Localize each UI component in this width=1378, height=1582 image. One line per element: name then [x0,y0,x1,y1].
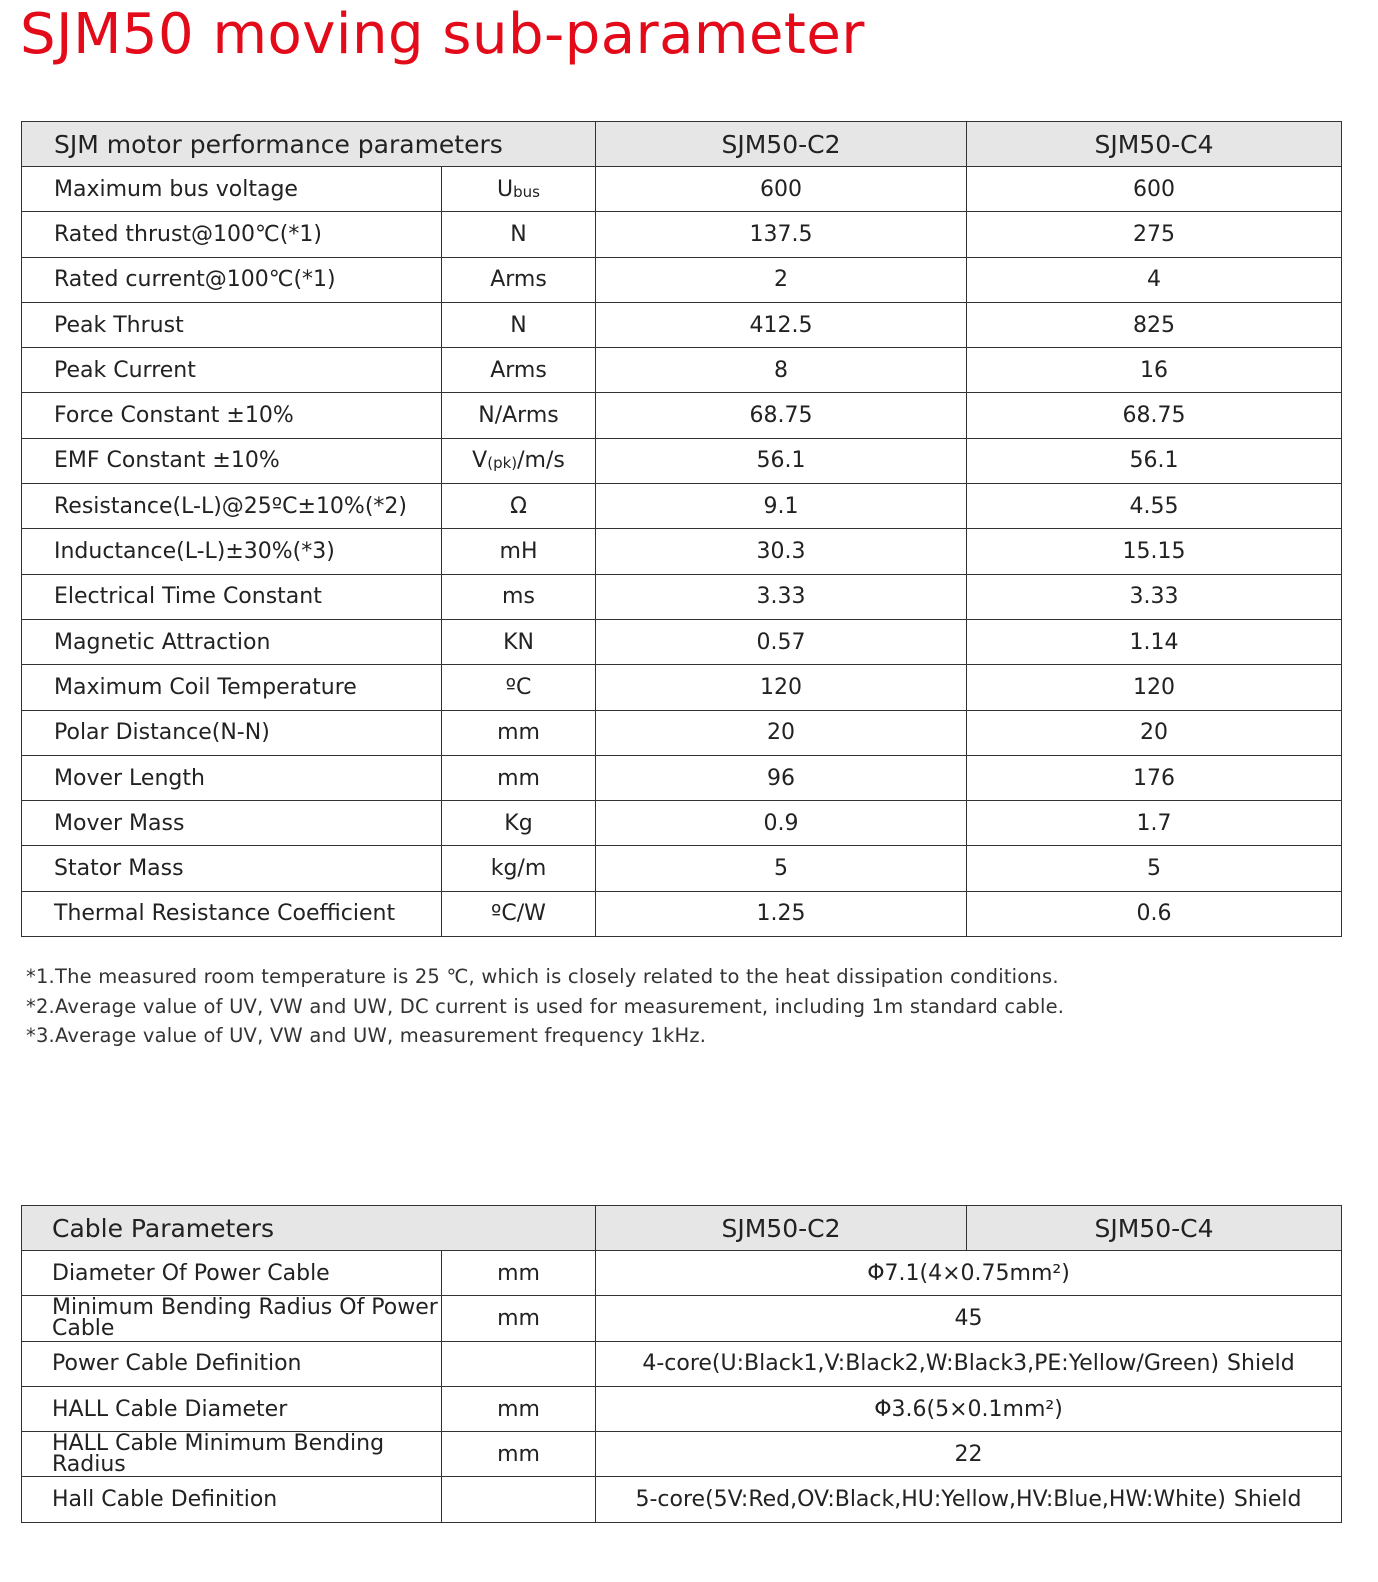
value-sjm50-c2: 96 [596,755,967,800]
value-sjm50-c2: 120 [596,665,967,710]
cable-parameter-name: HALL Cable Diameter [22,1386,442,1431]
cable-parameter-name: HALL Cable Minimum Bending Radius [22,1432,442,1477]
value-sjm50-c2: 8 [596,348,967,393]
cable-row [22,1386,1342,1431]
parameter-unit: $V_{(pk)}/m/s$ [442,438,596,483]
cable-header-row [22,1206,1342,1251]
cable-table [21,1205,1342,1523]
performance-row [22,348,1342,393]
value-sjm50-c4: 4.55 [967,484,1342,529]
performance-row [22,393,1342,438]
value-sjm50-c4: 20 [967,710,1342,755]
value-sjm50-c4: 56.1 [967,438,1342,483]
cable-parameter-name: Diameter Of Power Cable [22,1251,442,1296]
cable-row [22,1296,1342,1341]
value-sjm50-c4: 825 [967,302,1342,347]
value-sjm50-c4: 600 [967,167,1342,212]
cable-row [22,1477,1342,1522]
footnote-1: *1.The measured room temperature is 25 ℃, which is closely related to the heat dissipation conditions. [26,965,1059,988]
parameter-unit: $U_{bus}$ [442,167,596,212]
parameter-unit: ms [442,574,596,619]
cable-parameter-value: 22 [596,1432,1342,1477]
performance-row [22,755,1342,800]
cable-parameter-value: Φ7.1(4×0.75mm²) [596,1251,1342,1296]
parameter-unit: ºC/W [442,891,596,936]
footnotes [26,962,1064,1051]
performance-header-row [22,122,1342,167]
performance-row [22,801,1342,846]
parameter-unit: Kg [442,801,596,846]
cable-parameter-name: Minimum Bending Radius Of Power Cable [22,1296,442,1341]
cable-parameter-unit [442,1477,596,1522]
parameter-unit: mm [442,755,596,800]
value-sjm50-c4: 120 [967,665,1342,710]
performance-row [22,529,1342,574]
performance-row [22,484,1342,529]
performance-row [22,710,1342,755]
cable-parameter-value: 45 [596,1296,1342,1341]
parameter-name: Polar Distance(N-N) [22,710,442,755]
value-sjm50-c4: 1.7 [967,801,1342,846]
value-sjm50-c2: 1.25 [596,891,967,936]
page-title: SJM50 moving sub-parameter [20,2,865,67]
performance-row [22,302,1342,347]
performance-row [22,619,1342,664]
performance-row [22,665,1342,710]
parameter-name: Mover Length [22,755,442,800]
performance-row [22,167,1342,212]
parameter-unit: KN [442,619,596,664]
value-sjm50-c2: 3.33 [596,574,967,619]
parameter-name: Peak Thrust [22,302,442,347]
performance-header-label: SJM motor performance parameters [22,122,596,167]
value-sjm50-c2: 5 [596,846,967,891]
parameter-name: Mover Mass [22,801,442,846]
value-sjm50-c4: 15.15 [967,529,1342,574]
parameter-name: Maximum bus voltage [22,167,442,212]
performance-row [22,438,1342,483]
parameter-name: Force Constant ±10% [22,393,442,438]
value-sjm50-c2: 68.75 [596,393,967,438]
value-sjm50-c2: 20 [596,710,967,755]
performance-row [22,891,1342,936]
cable-parameter-unit: mm [442,1432,596,1477]
cable-parameter-unit: mm [442,1251,596,1296]
performance-row [22,257,1342,302]
value-sjm50-c4: 16 [967,348,1342,393]
cable-header-c2: SJM50-C2 [596,1206,967,1251]
cable-parameter-name: Power Cable Definition [22,1341,442,1386]
footnote-3: *3.Average value of UV, VW and UW, measurement frequency 1kHz. [26,1024,707,1047]
performance-header-c2: SJM50-C2 [596,122,967,167]
value-sjm50-c2: 9.1 [596,484,967,529]
cable-header-label: Cable Parameters [22,1206,596,1251]
parameter-unit: mH [442,529,596,574]
parameter-unit: ºC [442,665,596,710]
value-sjm50-c2: 137.5 [596,212,967,257]
performance-row [22,846,1342,891]
parameter-name: Electrical Time Constant [22,574,442,619]
parameter-unit: mm [442,710,596,755]
parameter-name: Rated thrust@100℃(*1) [22,212,442,257]
parameter-name: Thermal Resistance Coefficient [22,891,442,936]
cable-row [22,1432,1342,1477]
parameter-name: EMF Constant ±10% [22,438,442,483]
parameter-name: Peak Current [22,348,442,393]
parameter-unit: Ω [442,484,596,529]
value-sjm50-c4: 1.14 [967,619,1342,664]
value-sjm50-c2: 30.3 [596,529,967,574]
cable-row [22,1251,1342,1296]
value-sjm50-c4: 5 [967,846,1342,891]
cable-parameter-value: Φ3.6(5×0.1mm²) [596,1386,1342,1431]
cable-parameter-unit: mm [442,1296,596,1341]
value-sjm50-c2: 0.9 [596,801,967,846]
value-sjm50-c2: 412.5 [596,302,967,347]
performance-row [22,212,1342,257]
parameter-name: Magnetic Attraction [22,619,442,664]
parameter-unit: N [442,212,596,257]
parameter-name: Stator Mass [22,846,442,891]
performance-header-c4: SJM50-C4 [967,122,1342,167]
value-sjm50-c4: 3.33 [967,574,1342,619]
parameter-unit: Arms [442,348,596,393]
value-sjm50-c4: 4 [967,257,1342,302]
value-sjm50-c2: 600 [596,167,967,212]
cable-row [22,1341,1342,1386]
cable-header-c4: SJM50-C4 [967,1206,1342,1251]
parameter-name: Resistance(L-L)@25ºC±10%(*2) [22,484,442,529]
cable-parameter-unit: mm [442,1386,596,1431]
cable-parameter-unit [442,1341,596,1386]
value-sjm50-c2: 0.57 [596,619,967,664]
parameter-unit: kg/m [442,846,596,891]
value-sjm50-c2: 56.1 [596,438,967,483]
value-sjm50-c4: 0.6 [967,891,1342,936]
value-sjm50-c4: 68.75 [967,393,1342,438]
cable-parameter-value: 5-core(5V:Red,OV:Black,HU:Yellow,HV:Blue,HW:White) Shield [596,1477,1342,1522]
footnote-2: *2.Average value of UV, VW and UW, DC current is used for measurement, including 1m standard cable. [26,994,1065,1018]
cable-parameter-name: Hall Cable Definition [22,1477,442,1522]
parameter-unit: N [442,302,596,347]
value-sjm50-c2: 2 [596,257,967,302]
parameter-unit: N/Arms [442,393,596,438]
value-sjm50-c4: 275 [967,212,1342,257]
performance-row [22,574,1342,619]
parameter-name: Maximum Coil Temperature [22,665,442,710]
performance-table [21,121,1342,937]
parameter-name: Inductance(L-L)±30%(*3) [22,529,442,574]
cable-parameter-value: 4-core(U:Black1,V:Black2,W:Black3,PE:Yellow/Green) Shield [596,1341,1342,1386]
parameter-name: Rated current@100℃(*1) [22,257,442,302]
parameter-unit: Arms [442,257,596,302]
value-sjm50-c4: 176 [967,755,1342,800]
